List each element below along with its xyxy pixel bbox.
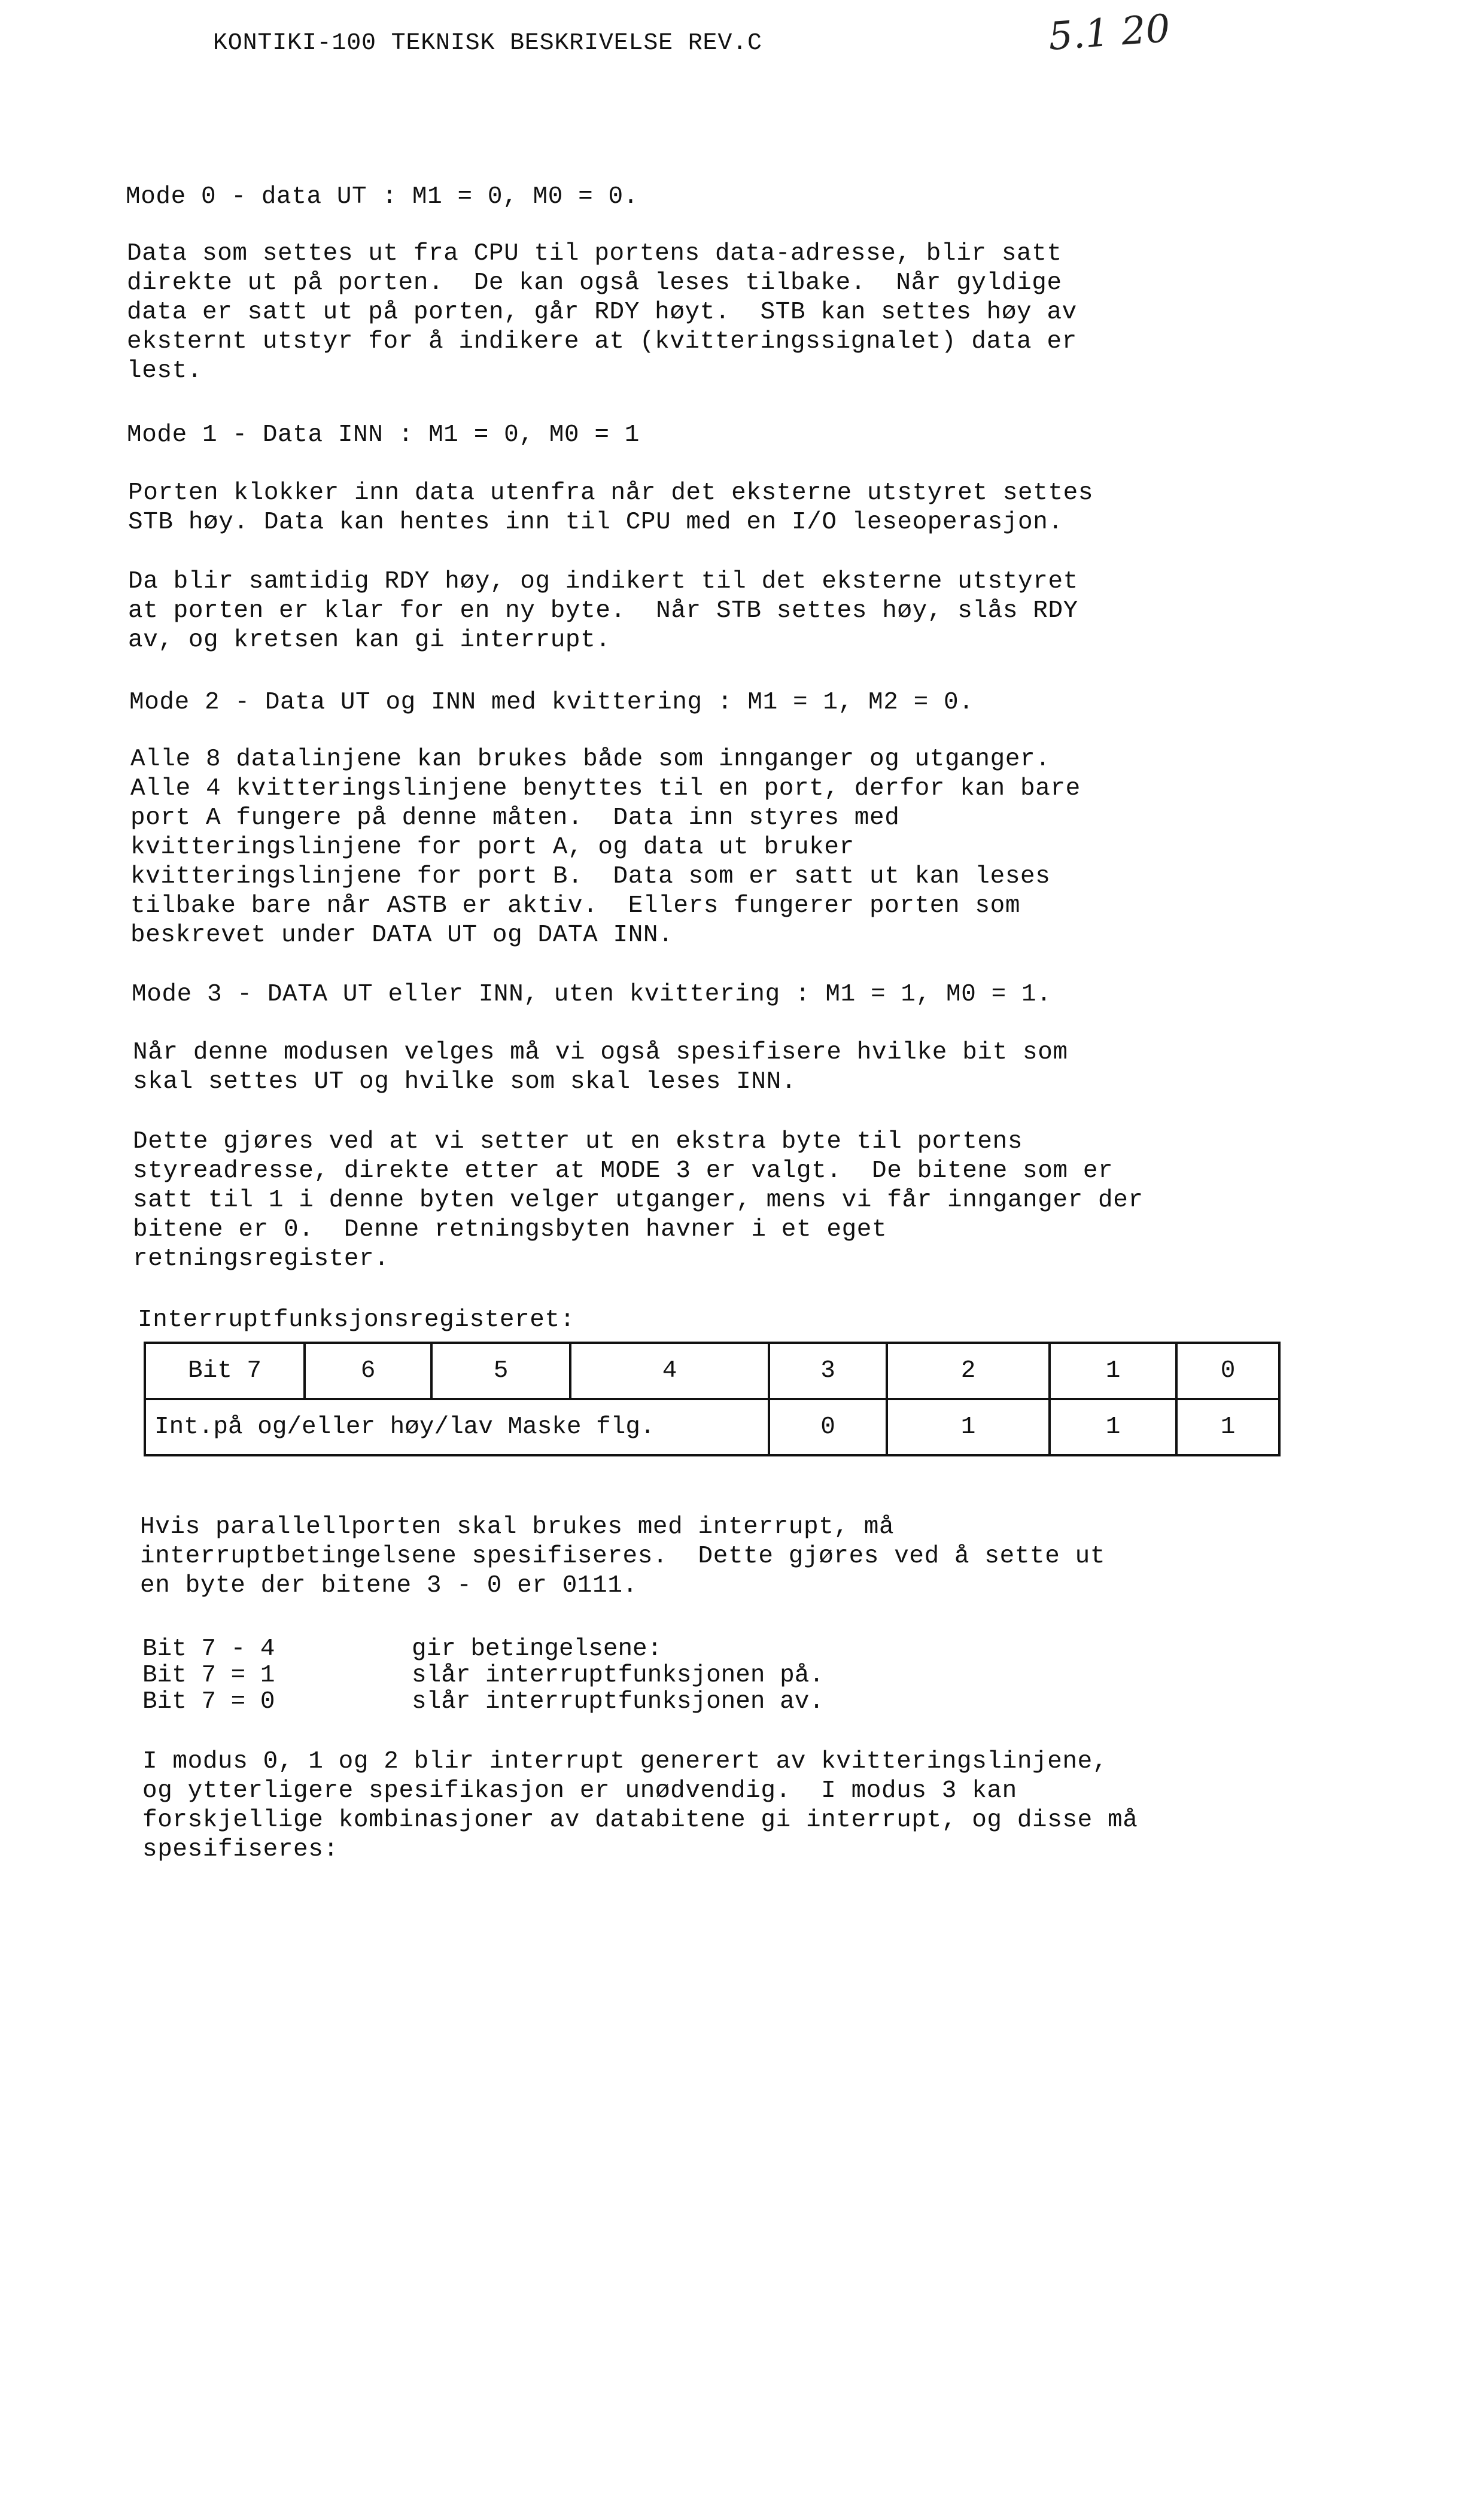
- table-cell: 0: [1176, 1343, 1279, 1399]
- table-cell: 4: [570, 1343, 769, 1399]
- list-item: [142, 1662, 824, 1689]
- bit-value: slår interruptfunksjonen av.: [412, 1688, 824, 1716]
- bit-key: Bit 7 = 0: [142, 1688, 275, 1716]
- table-cell: 0: [769, 1399, 887, 1455]
- text-line: og ytterligere spesifikasjon er unødvendig. I modus 3 kan: [142, 1777, 1017, 1805]
- text-line: I modus 0, 1 og 2 blir interrupt generert av kvitteringslinjene,: [142, 1748, 1108, 1775]
- document-header-title: KONTIKI-100 TEKNISK BESKRIVELSE REV.C: [213, 30, 762, 57]
- text-line: styreadresse, direkte etter at MODE 3 er valgt. De bitene som er: [133, 1157, 1114, 1185]
- text-line: bitene er 0. Denne retningsbyten havner i et eget: [133, 1216, 887, 1243]
- mode3-heading: Mode 3 - DATA UT eller INN, uten kvittering : M1 = 1, M0 = 1.: [132, 981, 1052, 1008]
- text-line: Alle 4 kvitteringslinjene benyttes til en port, derfor kan bare: [130, 775, 1081, 802]
- table-cell: Int.på og/eller høy/lav Maske flg.: [145, 1399, 769, 1455]
- text-line: beskrevet under DATA UT og DATA INN.: [130, 922, 674, 949]
- text-line: lest.: [127, 357, 203, 385]
- table-row: [145, 1343, 1279, 1399]
- register-caption: Interruptfunksjonsregisteret:: [138, 1306, 575, 1334]
- list-item: [142, 1636, 824, 1662]
- text-line: port A fungere på denne måten. Data inn styres med: [130, 804, 900, 832]
- mode1-paragraph-1: [128, 479, 1093, 537]
- table-cell: 2: [887, 1343, 1050, 1399]
- text-line: en byte der bitene 3 - 0 er 0111.: [140, 1572, 638, 1599]
- text-line: eksternt utstyr for å indikere at (kvitteringssignalet) data er: [127, 328, 1077, 355]
- mode1-heading: Mode 1 - Data INN : M1 = 0, M0 = 1: [127, 421, 640, 449]
- table-cell: 1: [1176, 1399, 1279, 1455]
- text-line: Alle 8 datalinjene kan brukes både som innganger og utganger.: [130, 746, 1051, 773]
- table-cell: Bit 7: [145, 1343, 305, 1399]
- mode0-paragraph: [127, 239, 1077, 386]
- table-cell: 3: [769, 1343, 887, 1399]
- bit-condition-list: [142, 1636, 824, 1715]
- text-line: retningsregister.: [133, 1245, 390, 1273]
- text-line: satt til 1 i denne byten velger utganger, mens vi får innganger der: [133, 1187, 1144, 1214]
- text-line: at porten er klar for en ny byte. Når STB settes høy, slås RDY: [128, 597, 1078, 625]
- text-line: av, og kretsen kan gi interrupt.: [128, 627, 611, 654]
- text-line: Porten klokker inn data utenfra når det eksterne utstyret settes: [128, 479, 1094, 507]
- mode2-heading: Mode 2 - Data UT og INN med kvittering : M1 = 1, M2 = 0.: [129, 689, 974, 716]
- text-line: Hvis parallellporten skal brukes med interrupt, må: [140, 1513, 895, 1541]
- mode2-paragraph: [130, 745, 1081, 950]
- bit-value: slår interruptfunksjonen på.: [412, 1662, 824, 1689]
- text-line: Dette gjøres ved at vi setter ut en ekstra byte til portens: [133, 1128, 1023, 1155]
- mode3-paragraph-2: [133, 1127, 1144, 1274]
- text-line: tilbake bare når ASTB er aktiv. Ellers fungerer porten som: [130, 892, 1021, 920]
- interrupt-paragraph-1: [140, 1513, 1105, 1601]
- table-cell: 1: [887, 1399, 1050, 1455]
- mode1-paragraph-2: [128, 567, 1078, 655]
- interrupt-paragraph-2: [142, 1747, 1138, 1865]
- table-cell: 6: [305, 1343, 431, 1399]
- text-line: spesifiseres:: [142, 1836, 339, 1863]
- table-cell: 1: [1050, 1399, 1176, 1455]
- mode3-paragraph-1: [133, 1038, 1068, 1097]
- text-line: interruptbetingelsene spesifiseres. Dette gjøres ved å sette ut: [140, 1543, 1106, 1570]
- text-line: kvitteringslinjene for port B. Data som er satt ut kan leses: [130, 863, 1051, 890]
- text-line: Data som settes ut fra CPU til portens data-adresse, blir satt: [127, 240, 1062, 267]
- table-row: [145, 1399, 1279, 1455]
- table-cell: 1: [1050, 1343, 1176, 1399]
- text-line: STB høy. Data kan hentes inn til CPU med en I/O leseoperasjon.: [128, 509, 1063, 536]
- mode0-heading: Mode 0 - data UT : M1 = 0, M0 = 0.: [126, 183, 638, 211]
- text-line: forskjellige kombinasjoner av databitene gi interrupt, og disse må: [142, 1807, 1138, 1834]
- handwritten-page-number: 5.1 20: [1047, 6, 1172, 60]
- bit-key: Bit 7 - 4: [142, 1635, 275, 1663]
- text-line: direkte ut på porten. De kan også leses tilbake. Når gyldige: [127, 269, 1062, 297]
- table-cell: 5: [431, 1343, 570, 1399]
- text-line: kvitteringslinjene for port A, og data ut bruker: [130, 834, 854, 861]
- bit-key: Bit 7 = 1: [142, 1662, 275, 1689]
- bit-value: gir betingelsene:: [412, 1635, 662, 1663]
- text-line: Da blir samtidig RDY høy, og indikert til det eksterne utstyret: [128, 568, 1078, 595]
- text-line: Når denne modusen velges må vi også spesifisere hvilke bit som: [133, 1039, 1068, 1066]
- text-line: data er satt ut på porten, går RDY høyt. STB kan settes høy av: [127, 299, 1077, 326]
- list-item: [142, 1689, 824, 1715]
- text-line: skal settes UT og hvilke som skal leses INN.: [133, 1068, 796, 1096]
- interrupt-register-table: [144, 1342, 1281, 1456]
